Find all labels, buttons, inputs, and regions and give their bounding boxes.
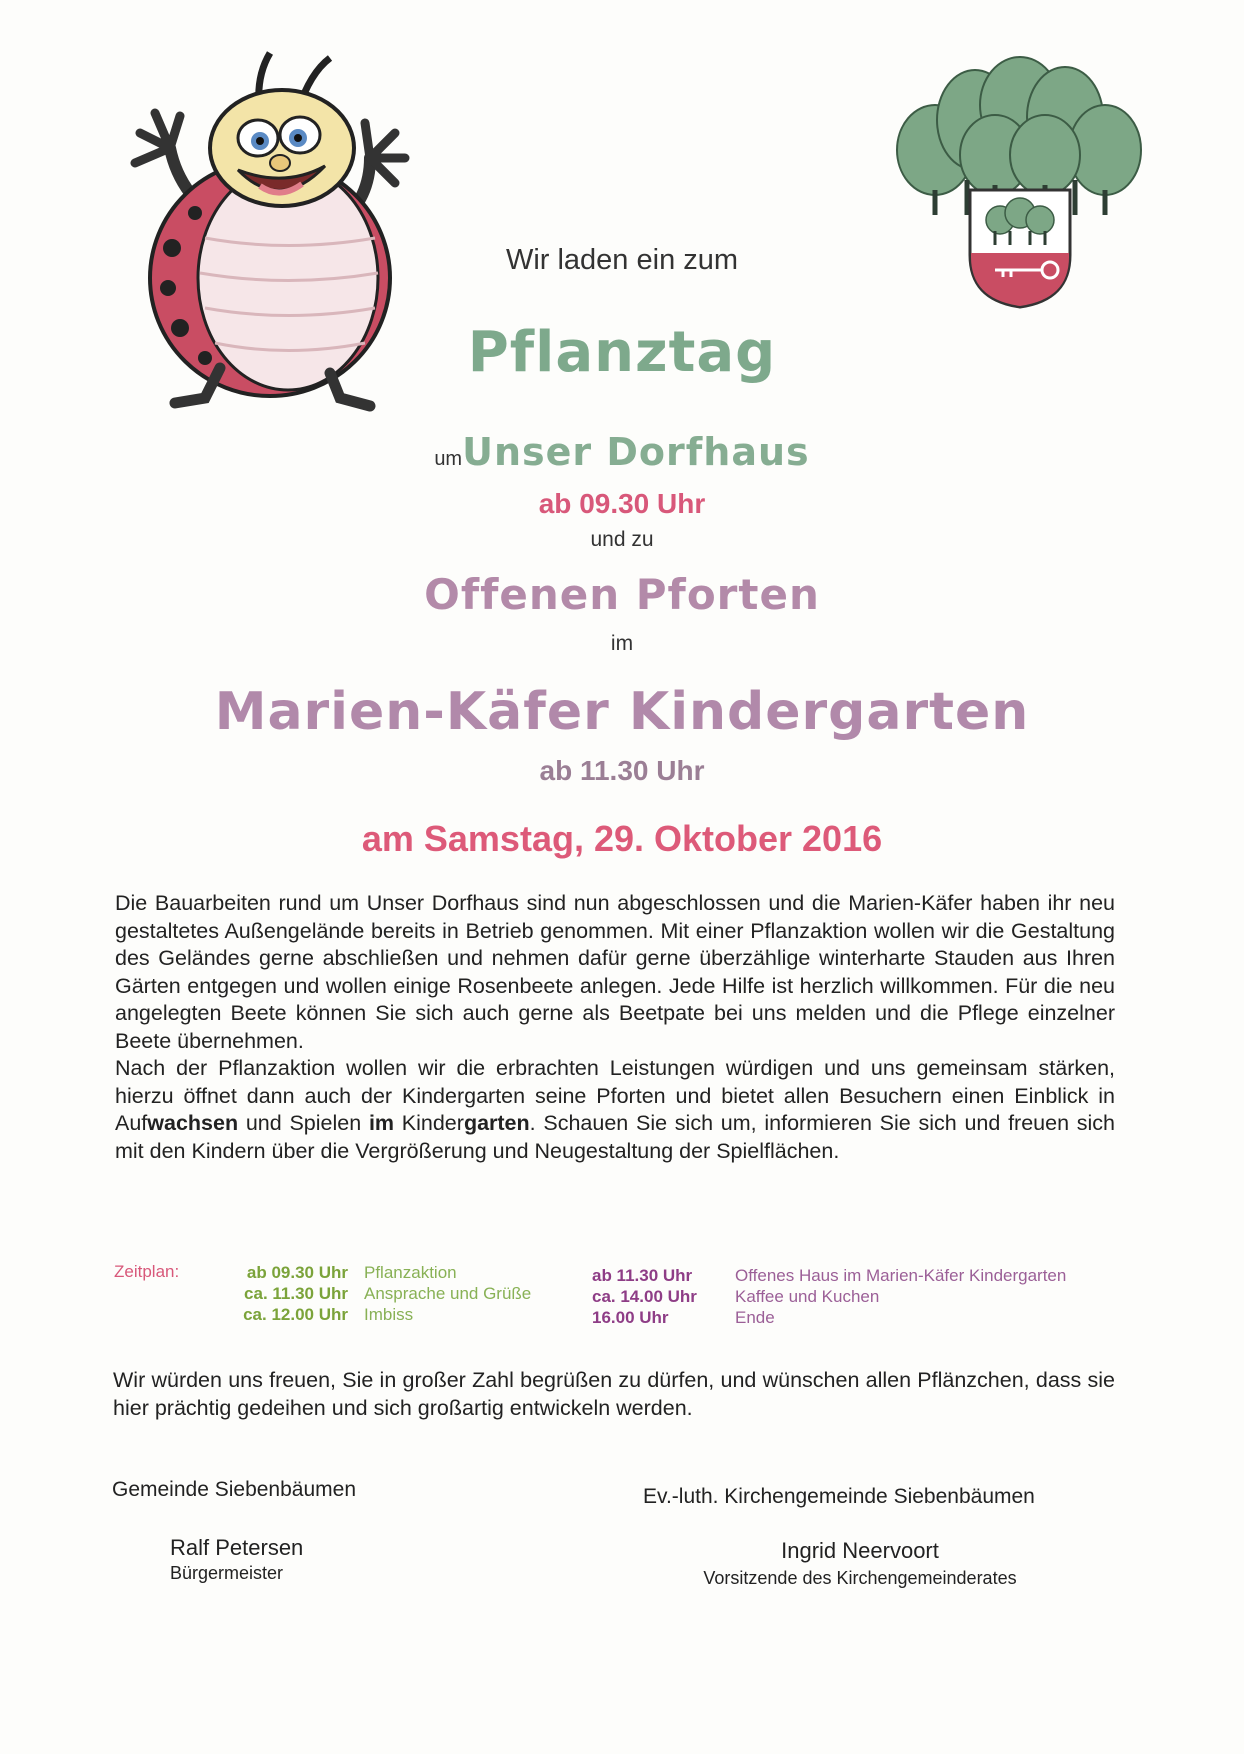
schedule-time: ab 09.30 Uhr xyxy=(246,1263,348,1282)
event-title: Pflanztag xyxy=(467,320,777,385)
start-time-1: ab 09.30 Uhr xyxy=(538,488,706,519)
schedule-event: Pflanzaktion xyxy=(364,1263,457,1282)
signature-right-role: Vorsitzende des Kirchengemeinderates xyxy=(703,1568,1017,1588)
kindergarten-title: Marien-Käfer Kindergarten xyxy=(214,682,1030,742)
start-time-2: ab 11.30 Uhr xyxy=(539,755,705,786)
schedule-event: Kaffee und Kuchen xyxy=(735,1287,880,1306)
body-paragraph-1: Die Bauarbeiten rund um Unser Dorfhaus sind nun abgeschlossen und die Marien-Käfer haben ihr neu gestaltetes Außengelände bereits in Betrieb genommen. Mit einer Pflanzaktion wollen wir die Gestaltung des Geländes gerne abschließen und nehmen dafür gerne überzählige winterharte Stauden aus Ihren Gärten entgegen und wollen einige Rosenbeete anlegen. Jede Hilfe ist herzlich willkommen. Für die neu angelegten Beete können Sie sich auch gerne als Beetpate bei uns melden und die Pflege einzelner Beete übernehmen. xyxy=(115,891,1115,1053)
signature-right-org: Ev.-luth. Kirchengemeinde Siebenbäumen xyxy=(643,1485,1035,1508)
closing-text: Wir würden uns freuen, Sie in großer Zahl begrüßen zu dürfen, und wünschen allen Pflänzchen, dass sie hier prächtig gedeihen und sich großartig entwickeln werden. xyxy=(113,1368,1115,1420)
schedule-time: ca. 11.30 Uhr xyxy=(244,1284,348,1303)
im-prefix: im xyxy=(610,632,634,655)
p2-bold-im: im xyxy=(368,1111,395,1135)
schedule-event: Ende xyxy=(735,1308,775,1327)
schedule-time: ca. 12.00 Uhr xyxy=(243,1305,348,1324)
schedule-event: Imbiss xyxy=(364,1305,414,1324)
p2-bold-wachsen: wachsen xyxy=(147,1111,239,1135)
signature-left-role: Bürgermeister xyxy=(170,1563,284,1583)
schedule-event: Offenes Haus im Marien-Käfer Kindergarten xyxy=(735,1266,1067,1285)
schedule-right-times xyxy=(592,1265,697,1328)
schedule-left-events xyxy=(364,1262,584,1325)
signature-left-name: Ralf Petersen xyxy=(170,1535,304,1560)
invite-line: Wir laden ein zum xyxy=(505,244,739,276)
schedule-label: Zeitplan: xyxy=(114,1262,180,1281)
signature-left-org: Gemeinde Siebenbäumen xyxy=(112,1478,357,1501)
schedule-right-events xyxy=(735,1265,1135,1328)
body-text xyxy=(115,890,1115,1165)
location-dorfhaus: Unser Dorfhaus xyxy=(462,430,810,474)
schedule-left-times xyxy=(200,1262,348,1325)
schedule-time: ab 11.30 Uhr xyxy=(592,1266,693,1285)
schedule-time: ca. 14.00 Uhr xyxy=(592,1287,697,1306)
open-gates-title: Offenen Pforten xyxy=(424,570,820,619)
um-prefix: um xyxy=(434,448,463,470)
schedule-time: 16.00 Uhr xyxy=(592,1308,669,1327)
body-paragraph-2 xyxy=(115,1055,1115,1165)
location-line-1 xyxy=(0,430,1244,474)
p2-bold-garten: garten xyxy=(463,1111,530,1135)
connector-text: und zu xyxy=(590,528,654,551)
p2-part-e: Kinder xyxy=(394,1111,464,1135)
p2-part-a: Nach der Pflanzaktion wollen wir die erbrachten Leistungen würdigen und uns gemeinsam stärken, hierzu öffnet dann auch der Kindergarten seine Pforten und bietet allen Besuchern einen Einblick in Auf xyxy=(115,1056,1115,1135)
p2-part-g: . Schauen Sie sich um, informieren Sie sich und freuen sich mit den Kindern über die Vergrößerung und Neugestaltung der Spielflächen. xyxy=(115,1111,1116,1163)
signature-right-name: Ingrid Neervoort xyxy=(781,1538,939,1563)
event-date: am Samstag, 29. Oktober 2016 xyxy=(361,818,883,859)
p2-part-c: und Spielen xyxy=(238,1111,369,1135)
schedule-event: Ansprache und Grüße xyxy=(364,1284,532,1303)
